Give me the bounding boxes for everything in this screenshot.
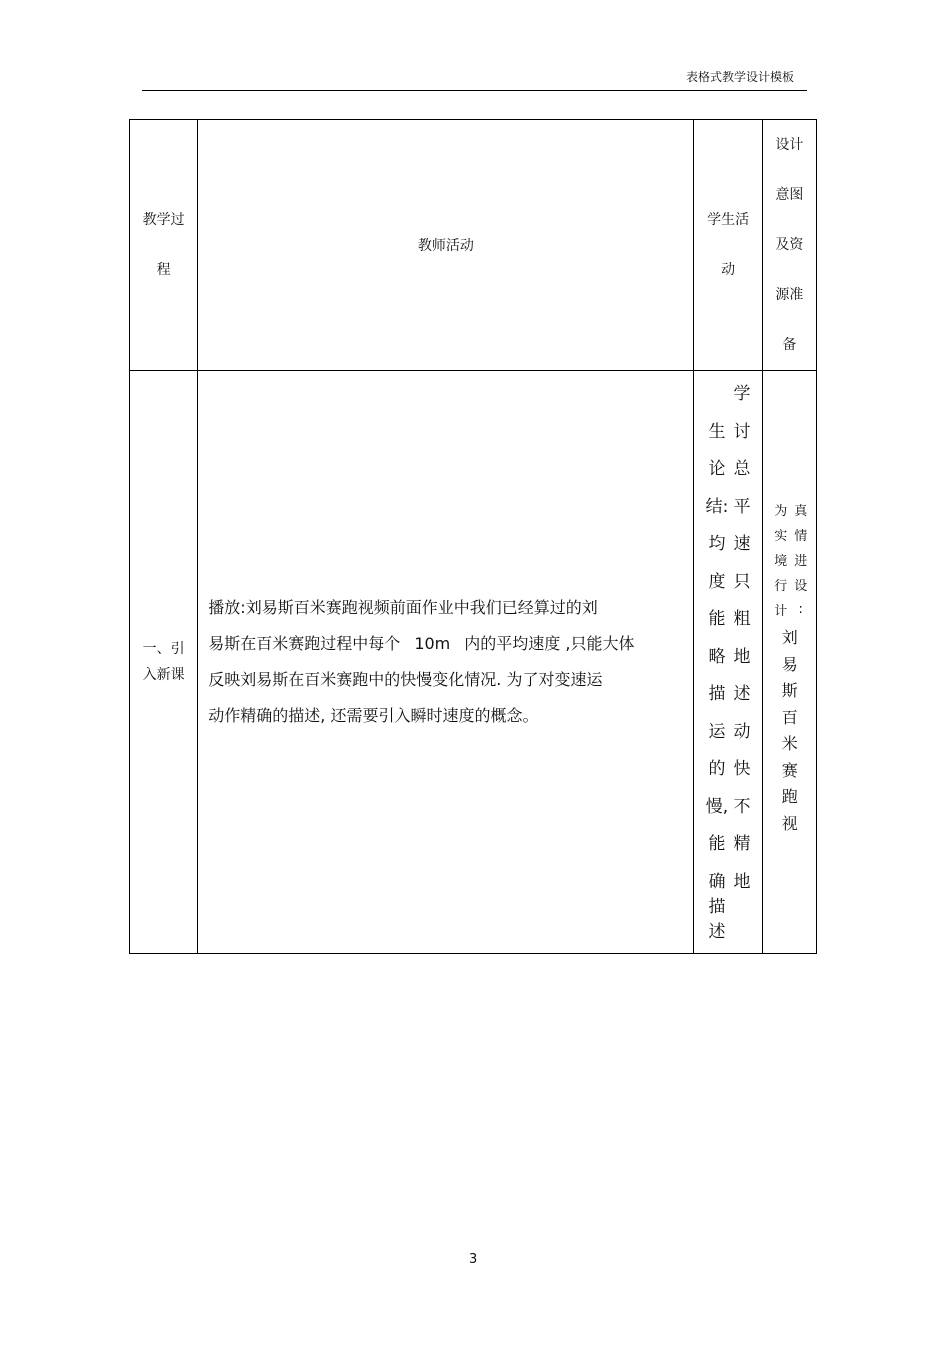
teacher-line: 反映刘易斯在百米赛跑中的快慢变化情况. 为了对变速运 — [208, 670, 603, 689]
design-char: 实 — [774, 529, 788, 544]
student-char: 能 — [708, 834, 726, 855]
student-char: 运 — [708, 721, 726, 742]
table-header-row — [130, 120, 817, 371]
student-char: 描述 — [708, 896, 726, 942]
student-char: 学 — [733, 384, 751, 405]
header-design-line: 备 — [782, 337, 797, 353]
design-char: : — [798, 602, 803, 617]
student-char: 只 — [733, 571, 751, 592]
header-teacher-label: 教师活动 — [417, 238, 474, 254]
student-activity-cell — [694, 371, 762, 954]
student-char: 平 — [733, 496, 751, 517]
design-intent-cell — [762, 371, 816, 954]
student-char: 述 — [733, 684, 751, 705]
design-char: 境 — [774, 554, 788, 569]
student-char: 论 — [708, 459, 726, 480]
teacher-activity-cell — [198, 371, 694, 954]
page-number: 3 — [469, 1252, 478, 1267]
header-stage-line2: 程 — [156, 262, 171, 278]
student-char: 不 — [733, 796, 751, 817]
header-stage-line1: 教学过 — [142, 212, 185, 228]
table-row — [130, 371, 817, 954]
design-resource-char: 跑 — [781, 787, 798, 806]
design-char: 行 — [774, 579, 788, 594]
design-char: 真 — [794, 504, 808, 519]
student-activity-text — [704, 373, 754, 942]
header-design-line: 设计 — [775, 137, 804, 153]
student-char: 精 — [733, 834, 751, 855]
student-char: 度 — [708, 571, 726, 592]
student-char: 慢, — [705, 796, 729, 817]
design-intent-text — [771, 497, 811, 622]
header-design-line: 及资 — [775, 237, 804, 253]
design-resource-char: 视 — [781, 813, 798, 833]
student-char: 快 — [733, 759, 751, 780]
design-char: 进 — [794, 554, 808, 569]
teacher-line — [208, 626, 685, 662]
lesson-plan-table — [129, 119, 817, 954]
teacher-line-part: 易斯在百米赛跑过程中每个 — [208, 634, 401, 653]
design-resource-char: 易 — [781, 654, 798, 674]
header-student-line1: 学生活 — [707, 212, 750, 228]
student-char: 确 — [708, 871, 726, 892]
student-char: 速 — [733, 534, 751, 555]
header-divider — [142, 90, 807, 91]
header-teacher-cell — [198, 120, 694, 371]
design-resource-char: 百 — [781, 707, 798, 727]
student-char: 描 — [708, 684, 726, 705]
design-char: 情 — [794, 529, 808, 544]
stage-cell — [130, 371, 198, 954]
student-char: 略 — [708, 646, 726, 667]
design-resource-char: 斯 — [781, 681, 798, 700]
student-char: 能 — [708, 609, 726, 630]
stage-line1: 一、引 — [142, 641, 185, 657]
student-char: 结: — [705, 496, 729, 517]
header-stage-cell — [130, 120, 198, 371]
student-char: 粗 — [733, 609, 751, 630]
teacher-line: 播放:刘易斯百米赛跑视频前面作业中我们已经算过的刘 — [208, 598, 598, 617]
teacher-line-unit: 10m — [414, 634, 451, 653]
teacher-activity-text — [198, 590, 693, 734]
design-char: 计 — [774, 604, 788, 619]
student-char: 生 — [708, 421, 726, 442]
design-resource-char: 刘 — [781, 628, 798, 647]
header-design-cell — [762, 120, 816, 371]
design-resource-char: 米 — [781, 734, 798, 753]
student-char: 的 — [708, 759, 726, 780]
design-char: 设 — [794, 579, 808, 594]
design-char: 为 — [774, 504, 788, 519]
student-char: 动 — [733, 721, 751, 742]
student-char: 均 — [708, 534, 726, 555]
header-design-line: 意图 — [775, 187, 804, 203]
student-char: 地 — [733, 646, 751, 667]
teacher-line-part: 内的平均速度 ,只能大体 — [464, 634, 635, 653]
student-char: 讨 — [733, 421, 751, 442]
student-char: 地 — [733, 871, 751, 892]
stage-line2: 入新课 — [142, 667, 185, 683]
teacher-line: 动作精确的描述, 还需要引入瞬时速度的概念。 — [208, 706, 539, 725]
student-char: 总 — [733, 459, 751, 480]
design-resource-text — [763, 625, 817, 837]
header-design-line: 源准 — [775, 287, 804, 303]
design-resource-char: 赛 — [781, 760, 798, 780]
header-student-line2: 动 — [721, 262, 736, 278]
header-student-cell — [694, 120, 762, 371]
header-title: 表格式教学设计模板 — [685, 70, 794, 84]
